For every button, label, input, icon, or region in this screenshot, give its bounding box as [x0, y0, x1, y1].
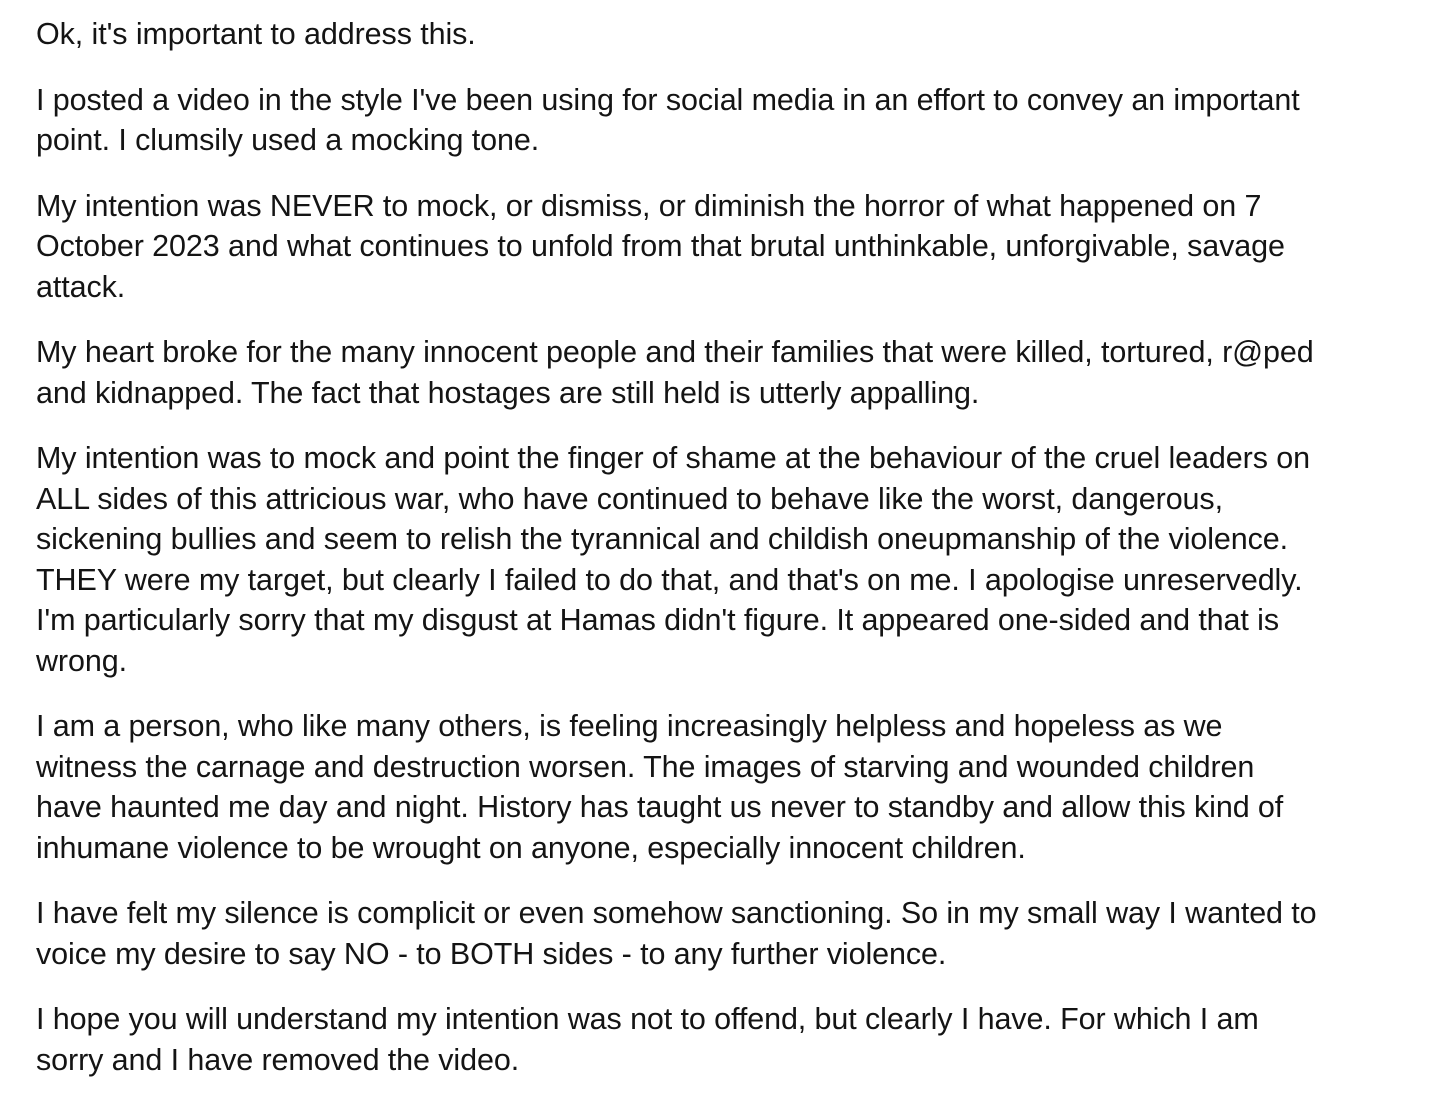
text-line: sickening bullies and seem to relish the tyrannical and childish oneupmanship of the violence.	[36, 522, 1289, 556]
text-line: sorry and I have removed the video.	[36, 1042, 520, 1077]
text-line: witness the carnage and destruction worsen. The images of starving and wounded children	[36, 749, 1255, 784]
text-line: Ok, it's important to address this.	[36, 17, 476, 51]
text-line: wrong.	[36, 643, 127, 678]
text-line: My heart broke for the many innocent people and their families that were killed, tortured, r@ped	[36, 335, 1314, 369]
text-line: I posted a video in the style I've been using for social media in an effort to convey an important	[36, 82, 1300, 117]
paragraph-video-context	[36, 80, 1454, 161]
text-line: I'm particularly sorry that my disgust at Hamas didn't figure. It appeared one-sided and that is	[36, 603, 1279, 637]
paragraph-helpless	[36, 706, 1454, 868]
text-line: ALL sides of this attricious war, who have continued to behave like the worst, dangerous,	[36, 481, 1223, 516]
text-line: My intention was NEVER to mock, or dismiss, or diminish the horror of what happened on 7	[36, 188, 1262, 223]
text-line: I have felt my silence is complicit or even somehow sanctioning. So in my small way I wanted to	[36, 896, 1317, 930]
paragraph-silence	[36, 893, 1454, 974]
paragraph-intention	[36, 186, 1454, 308]
text-line: My intention was to mock and point the finger of shame at the behaviour of the cruel leaders on	[36, 441, 1310, 475]
text-line: I am a person, who like many others, is feeling increasingly helpless and hopeless as we	[36, 709, 1223, 743]
paragraph-heart-broke	[36, 332, 1454, 413]
text-line: THEY were my target, but clearly I failed to do that, and that's on me. I apologise unreservedly.	[36, 562, 1303, 597]
text-line: inhumane violence to be wrought on anyone, especially innocent children.	[36, 830, 1026, 865]
paragraph-target	[36, 438, 1454, 681]
text-line: have haunted me day and night. History has taught us never to standby and allow this kind of	[36, 790, 1284, 824]
text-line: October 2023 and what continues to unfold from that brutal unthinkable, unforgivable, savage	[36, 229, 1285, 263]
text-line: and kidnapped. The fact that hostages are still held is utterly appalling.	[36, 375, 980, 410]
paragraph-opening	[36, 14, 1454, 55]
statement-document	[36, 14, 1454, 1105]
paragraph-closing	[36, 999, 1454, 1080]
text-line: point. I clumsily used a mocking tone.	[36, 123, 540, 157]
text-line: I hope you will understand my intention was not to offend, but clearly I have. For which I am	[36, 1002, 1259, 1036]
text-line: attack.	[36, 269, 126, 304]
text-line: voice my desire to say NO - to BOTH sides - to any further violence.	[36, 936, 947, 971]
